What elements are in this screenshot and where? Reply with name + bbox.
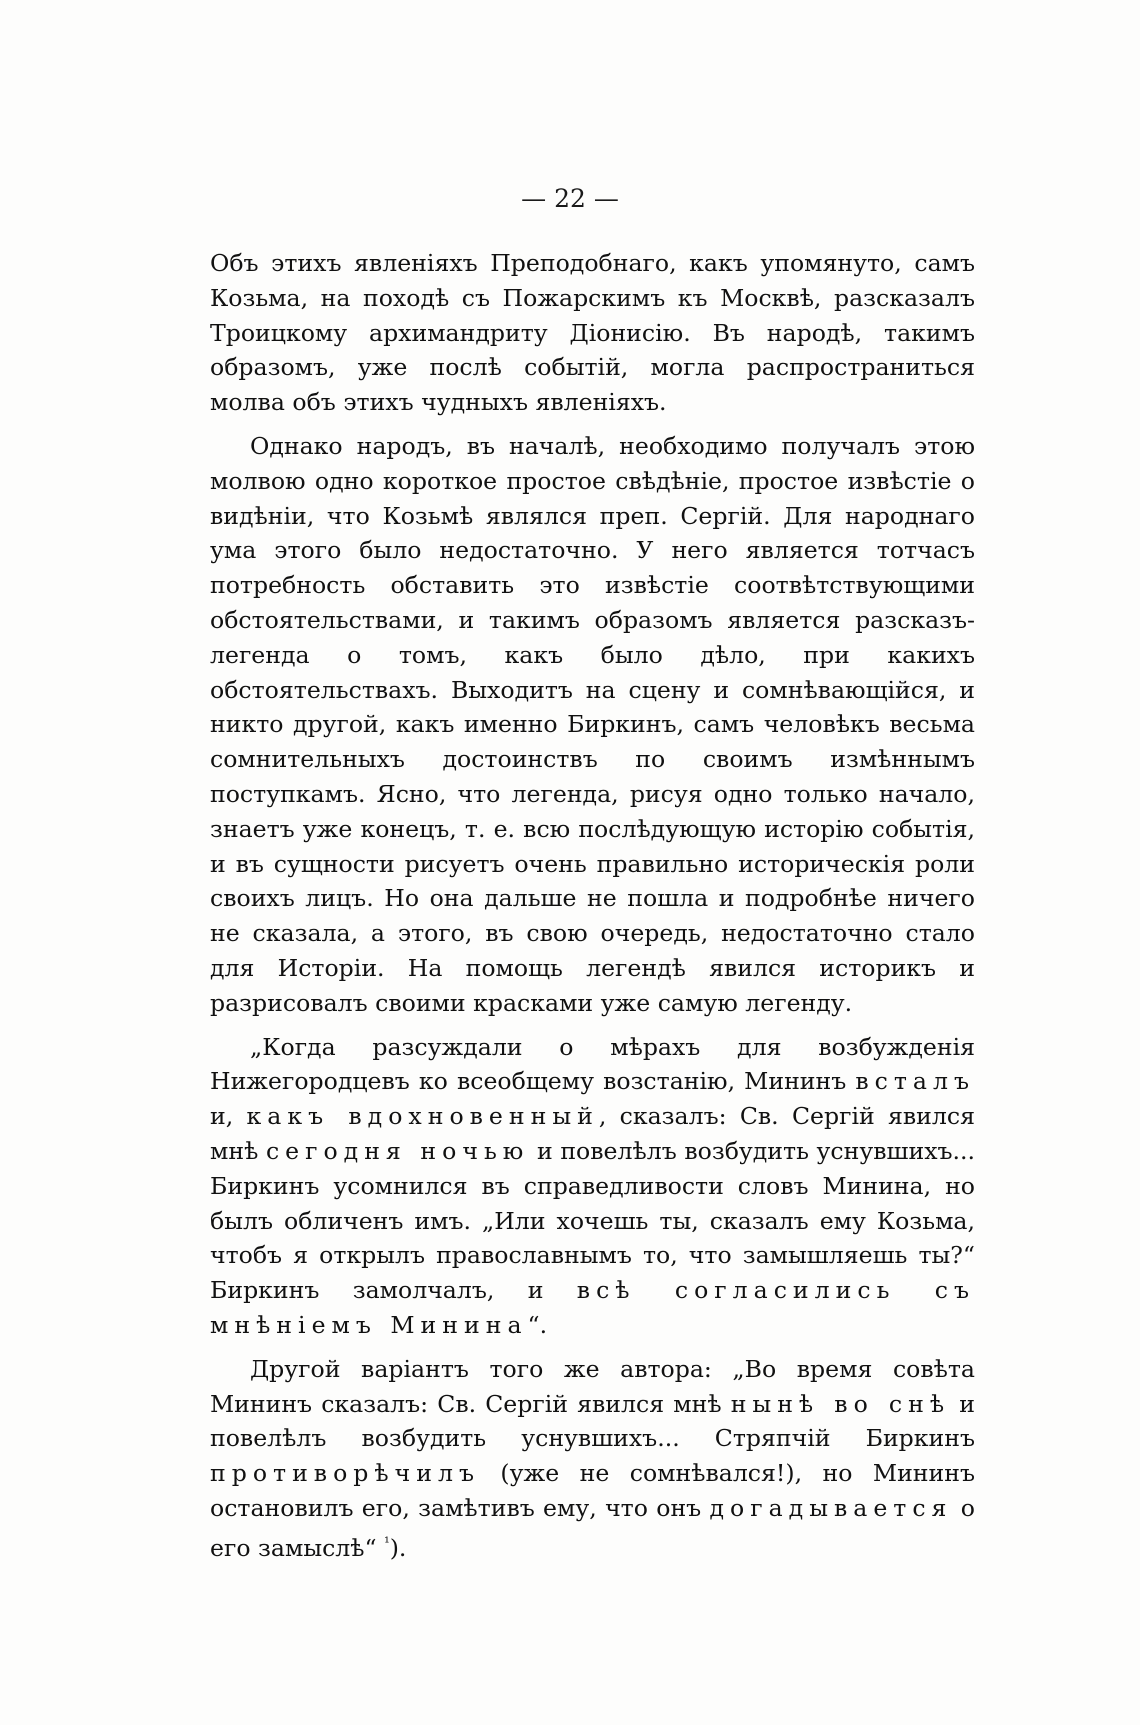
body-text	[210, 246, 975, 1574]
text-segment: Объ этихъ явленіяхъ Преподобнаго, какъ упомянуто, самъ Козьма, на походѣ съ Пожарскимъ къ Москвѣ, разсказалъ Троицкому архимандриту Діонисію. Въ народѣ, такимъ образомъ, уже послѣ событій, могла распространиться молва объ этихъ чудныхъ явленіяхъ.	[210, 249, 975, 417]
spaced-emphasis: нынѣ во снѣ	[730, 1389, 951, 1418]
footnote-mark: ¹	[384, 1534, 390, 1551]
spaced-emphasis: всталъ	[855, 1067, 975, 1096]
paragraph	[210, 1030, 975, 1343]
text-segment: и,	[210, 1102, 247, 1131]
paragraph	[210, 246, 975, 420]
paragraph	[210, 429, 975, 1021]
text-segment: “.	[527, 1310, 548, 1339]
spaced-emphasis: сегодня ночью	[265, 1136, 530, 1165]
text-segment: Другой варіантъ того же автора: „Во время совѣта Мининъ сказалъ: Св. Сергій явился мнѣ	[210, 1354, 975, 1418]
spaced-emphasis: какъ вдохновенный	[246, 1102, 599, 1131]
page-number: — 22 —	[521, 184, 619, 213]
text-segment: и повелѣлъ возбудить уснувшихъ... Биркинъ усомнился въ справедливости словъ Минина, но былъ обличенъ имъ. „Или хочешь ты, сказалъ ему Козьма, чтобъ я открылъ православнымъ то, что замышляешь ты?“ Биркинъ замолчалъ, и	[210, 1136, 976, 1305]
text-segment: о его замыслѣ“	[210, 1493, 975, 1562]
spaced-emphasis: всѣ согласились съ мнѣніемъ Минина	[210, 1276, 975, 1339]
text-segment: и повелѣлъ возбудить уснувшихъ... Стряпчій Биркинъ	[210, 1389, 975, 1453]
spaced-emphasis: противорѣчилъ	[210, 1459, 480, 1488]
paragraph	[210, 1352, 975, 1566]
text-segment: Однако народъ, въ началѣ, необходимо получалъ этою молвою одно короткое простое свѣдѣніе, простое извѣстіе о видѣніи, что Козьмѣ являлся преп. Сергій. Для народнаго ума этого было недостаточно. У него является тотчасъ потребность обставить это извѣстіе соотвѣтствующими обстоятельствами, и такимъ образомъ является разсказъ-легенда о томъ, какъ было дѣло, при какихъ обстоятельствахъ. Выходитъ на сцену и сомнѣвающійся, и никто другой, какъ именно Биркинъ, самъ человѣкъ весьма сомнительныхъ достоинствъ по своимъ измѣннымъ поступкамъ. Ясно, что легенда, рисуя одно только начало, знаетъ уже конецъ, т. е. всю послѣдующую исторію событія, и въ сущности рисуетъ очень правильно историческія роли своихъ лицъ. Но она дальше не пошла и подробнѣе ничего не сказала, а этого, въ свою очередь, недостаточно стало для Исторіи. На помощь легендѣ явился историкъ и разрисовалъ своими красками уже самую легенду.	[210, 431, 975, 1017]
text-segment: (уже не сомнѣвался!), но Мининъ остановилъ его, замѣтивъ ему, что онъ	[210, 1459, 975, 1522]
text-segment: , сказалъ: Св. Сергій явился мнѣ	[210, 1102, 975, 1165]
text-segment: ).	[389, 1533, 407, 1562]
text-segment: „Когда разсуждали о мѣрахъ для возбужденія Нижегородцевъ ко всеобщему возстанію, Мининъ	[210, 1032, 975, 1096]
spaced-emphasis: догадывается	[709, 1493, 953, 1522]
